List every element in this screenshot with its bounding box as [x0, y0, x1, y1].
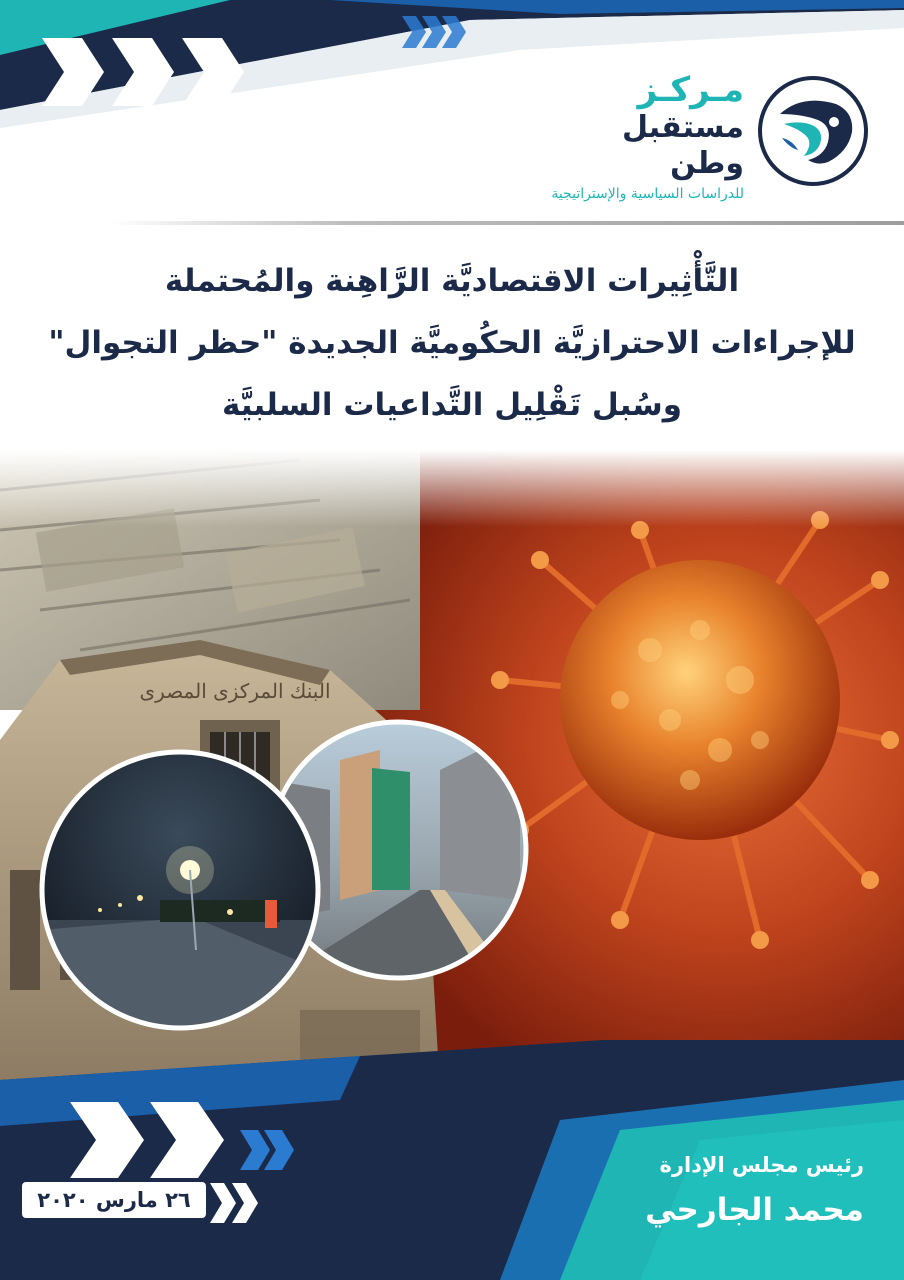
chair-title: رئيس مجلس الإدارة	[659, 1153, 864, 1177]
chair-name: محمد الجارحي	[645, 1192, 864, 1228]
chevron-arrows-icon	[42, 38, 244, 106]
cover-collage	[0, 450, 904, 1090]
brand-name-line2: مستقبل وطن	[622, 110, 744, 181]
title-line-3: وسُبل تَقْلِيل التَّداعيات السلبيَّة	[221, 387, 683, 423]
brand-tagline: للدراسات السياسية والإستراتيجية	[551, 186, 744, 202]
date-label: ٢٦ مارس ٢٠٢٠	[20, 1180, 208, 1220]
brand-name-line1: مـركـز	[637, 70, 744, 110]
brand-logo	[538, 70, 868, 200]
eagle-head-icon	[758, 76, 868, 186]
header-divider	[110, 221, 904, 225]
report-date	[20, 1180, 270, 1226]
title-line-2: للإجراءات الاحترازيَّة الحكُوميَّة الجديدة "حظر التجوال"	[48, 325, 856, 361]
title-line-1: التَّأْثِيرات الاقتصاديَّة الرَّاهِنة والمُحتملة	[164, 263, 740, 299]
report-title	[40, 250, 864, 436]
brand-text	[538, 70, 744, 206]
